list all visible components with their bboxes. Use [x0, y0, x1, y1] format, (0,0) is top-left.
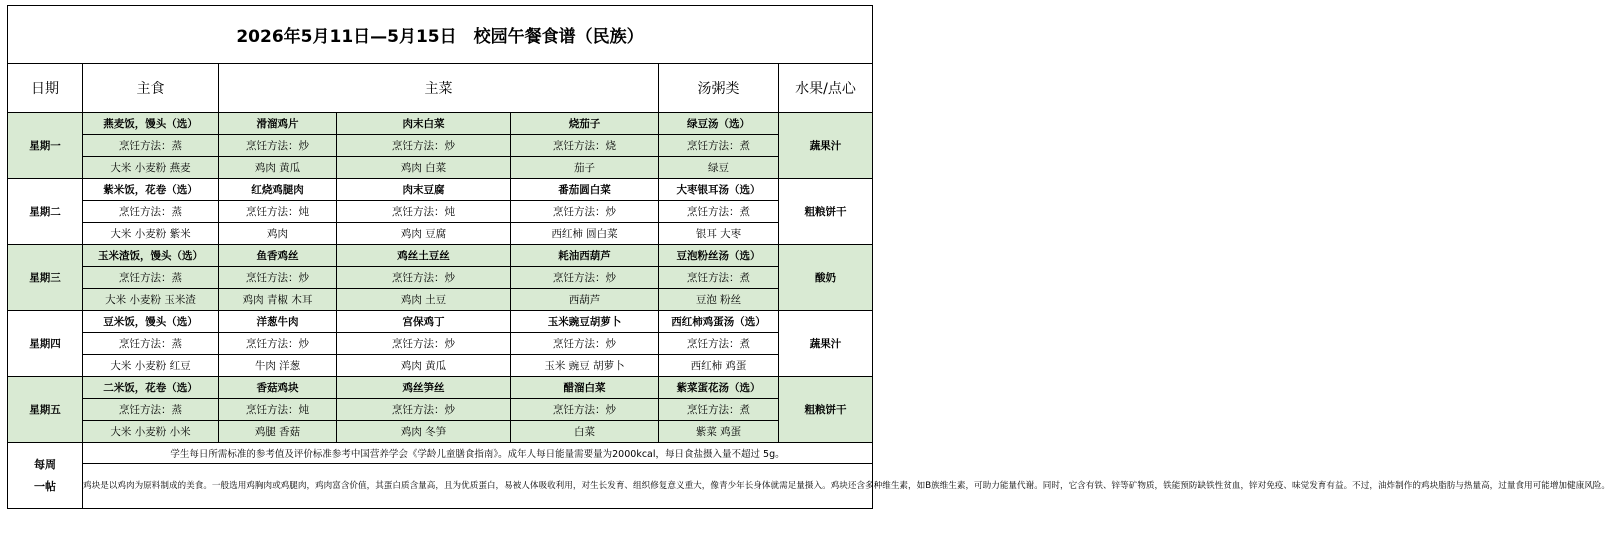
day-row [8, 333, 873, 355]
ingredients: 茄子 [511, 157, 659, 179]
ingredients: 大米 小麦粉 小米 [83, 421, 219, 443]
day-row [8, 289, 873, 311]
ingredients: 鸡肉 白菜 [337, 157, 511, 179]
cooking-method: 烹饪方法：炖 [337, 201, 511, 223]
cooking-method: 烹饪方法：炖 [219, 399, 337, 421]
day-row [8, 201, 873, 223]
cooking-method: 烹饪方法：炒 [219, 267, 337, 289]
header-soup: 汤粥类 [659, 64, 779, 113]
day-label: 星期二 [8, 179, 83, 245]
ingredients: 银耳 大枣 [659, 223, 779, 245]
fruit-snack: 酸奶 [779, 245, 873, 311]
day-label: 星期五 [8, 377, 83, 443]
footer-row [8, 443, 873, 464]
cooking-method: 烹饪方法：炒 [219, 135, 337, 157]
fruit-snack: 蔬果汁 [779, 311, 873, 377]
header-main: 主菜 [219, 64, 659, 113]
ingredients: 紫菜 鸡蛋 [659, 421, 779, 443]
dish-name: 洋葱牛肉 [219, 311, 337, 333]
ingredients: 鸡肉 黄瓜 [337, 355, 511, 377]
dish-name: 西红柿鸡蛋汤（选） [659, 311, 779, 333]
cooking-method: 烹饪方法：炒 [511, 399, 659, 421]
lunch-menu-table [7, 5, 1610, 509]
fruit-snack: 粗粮饼干 [779, 179, 873, 245]
cooking-method: 烹饪方法：炒 [337, 333, 511, 355]
day-row [8, 245, 873, 267]
dish-name: 耗油西葫芦 [511, 245, 659, 267]
cooking-method: 烹饪方法：煮 [659, 135, 779, 157]
dish-name: 烧茄子 [511, 113, 659, 135]
day-row [8, 421, 873, 443]
dish-name: 红烧鸡腿肉 [219, 179, 337, 201]
ingredients: 豆泡 粉丝 [659, 289, 779, 311]
day-row [8, 399, 873, 421]
ingredients: 鸡肉 黄瓜 [219, 157, 337, 179]
dish-name: 豆泡粉丝汤（选） [659, 245, 779, 267]
day-row [8, 355, 873, 377]
cooking-method: 烹饪方法：煮 [659, 201, 779, 223]
dish-name: 玉米渣饭，馒头（选） [83, 245, 219, 267]
cooking-method: 烹饪方法：炒 [511, 333, 659, 355]
ingredients: 大米 小麦粉 玉米渣 [83, 289, 219, 311]
dish-name: 燕麦饭，馒头（选） [83, 113, 219, 135]
ingredients: 大米 小麦粉 紫米 [83, 223, 219, 245]
cooking-method: 烹饪方法：蒸 [83, 399, 219, 421]
dish-name: 绿豆汤（选） [659, 113, 779, 135]
dish-name: 豆米饭，馒头（选） [83, 311, 219, 333]
day-row [8, 267, 873, 289]
day-row [8, 113, 873, 135]
cooking-method: 烹饪方法：炒 [511, 267, 659, 289]
cooking-method: 烹饪方法：煮 [659, 267, 779, 289]
dish-name: 肉末豆腐 [337, 179, 511, 201]
dish-name: 紫米饭，花卷（选） [83, 179, 219, 201]
header-date: 日期 [8, 64, 83, 113]
dish-name: 玉米豌豆胡萝卜 [511, 311, 659, 333]
ingredients: 鸡肉 豆腐 [337, 223, 511, 245]
day-row [8, 157, 873, 179]
day-row [8, 311, 873, 333]
dish-name: 番茄圆白菜 [511, 179, 659, 201]
cooking-method: 烹饪方法：炒 [337, 135, 511, 157]
weekly-tip-label [8, 443, 83, 509]
day-row [8, 377, 873, 399]
cooking-method: 烹饪方法：蒸 [83, 333, 219, 355]
cooking-method: 烹饪方法：烧 [511, 135, 659, 157]
header-staple: 主食 [83, 64, 219, 113]
cooking-method: 烹饪方法：蒸 [83, 201, 219, 223]
chicken-tip-note: 鸡块是以鸡肉为原料制成的美食。一般选用鸡胸肉或鸡腿肉，鸡肉富含价值，其蛋白质含量高，且为优质蛋白，易被人体吸收利用，对生长发育、组织修复意义重大，像青少年长身体就需足量摄入。鸡块还含多种维生素，如B族维生素，可助力能量代谢。同时，它含有铁、锌等矿物质，铁能预防缺铁性贫血，锌对免疫、味觉发育有益。不过，油炸制作的鸡块脂肪与热量高，过量食用可能增加健康风险。 [83, 464, 873, 509]
ingredients: 大米 小麦粉 红豆 [83, 355, 219, 377]
ingredients: 鸡腿 香菇 [219, 421, 337, 443]
weekly-tip-label-bottom: 一帖 [34, 479, 56, 493]
cooking-method: 烹饪方法：炒 [219, 333, 337, 355]
ingredients: 白菜 [511, 421, 659, 443]
ingredients: 玉米 豌豆 胡萝卜 [511, 355, 659, 377]
weekly-tip-label-top: 每周 [34, 457, 56, 471]
ingredients: 西葫芦 [511, 289, 659, 311]
fruit-snack: 粗粮饼干 [779, 377, 873, 443]
ingredients: 绿豆 [659, 157, 779, 179]
cooking-method: 烹饪方法：煮 [659, 399, 779, 421]
dish-name: 鸡丝土豆丝 [337, 245, 511, 267]
header-row [8, 64, 873, 113]
ingredients: 鸡肉 青椒 木耳 [219, 289, 337, 311]
cooking-method: 烹饪方法：蒸 [83, 267, 219, 289]
cooking-method: 烹饪方法：炒 [337, 399, 511, 421]
dish-name: 香菇鸡块 [219, 377, 337, 399]
dish-name: 紫菜蛋花汤（选） [659, 377, 779, 399]
day-label: 星期四 [8, 311, 83, 377]
day-row [8, 223, 873, 245]
cooking-method: 烹饪方法：蒸 [83, 135, 219, 157]
dish-name: 滑溜鸡片 [219, 113, 337, 135]
ingredients: 鸡肉 冬笋 [337, 421, 511, 443]
fruit-snack: 蔬果汁 [779, 113, 873, 179]
cooking-method: 烹饪方法：炒 [337, 267, 511, 289]
dish-name: 醋溜白菜 [511, 377, 659, 399]
dish-name: 大枣银耳汤（选） [659, 179, 779, 201]
dish-name: 二米饭，花卷（选） [83, 377, 219, 399]
nutrition-note: 学生每日所需标准的参考值及评价标准参考中国营养学会《学龄儿童膳食指南》。成年人每日能量需要量为2000kcal，每日食盐摄入量不超过 5g。 [83, 443, 873, 464]
dish-name: 宫保鸡丁 [337, 311, 511, 333]
day-row [8, 135, 873, 157]
header-fruit: 水果/点心 [779, 64, 873, 113]
dish-name: 鸡丝笋丝 [337, 377, 511, 399]
dish-name: 鱼香鸡丝 [219, 245, 337, 267]
day-label: 星期一 [8, 113, 83, 179]
ingredients: 大米 小麦粉 燕麦 [83, 157, 219, 179]
ingredients: 西红柿 圆白菜 [511, 223, 659, 245]
ingredients: 西红柿 鸡蛋 [659, 355, 779, 377]
day-label: 星期三 [8, 245, 83, 311]
cooking-method: 烹饪方法：炖 [219, 201, 337, 223]
day-row [8, 179, 873, 201]
footer-row [8, 464, 873, 509]
ingredients: 鸡肉 [219, 223, 337, 245]
page-title: 2026年5月11日—5月15日 校园午餐食谱（民族） [8, 6, 873, 64]
cooking-method: 烹饪方法：煮 [659, 333, 779, 355]
ingredients: 鸡肉 土豆 [337, 289, 511, 311]
dish-name: 肉末白菜 [337, 113, 511, 135]
ingredients: 牛肉 洋葱 [219, 355, 337, 377]
cooking-method: 烹饪方法：炒 [511, 201, 659, 223]
